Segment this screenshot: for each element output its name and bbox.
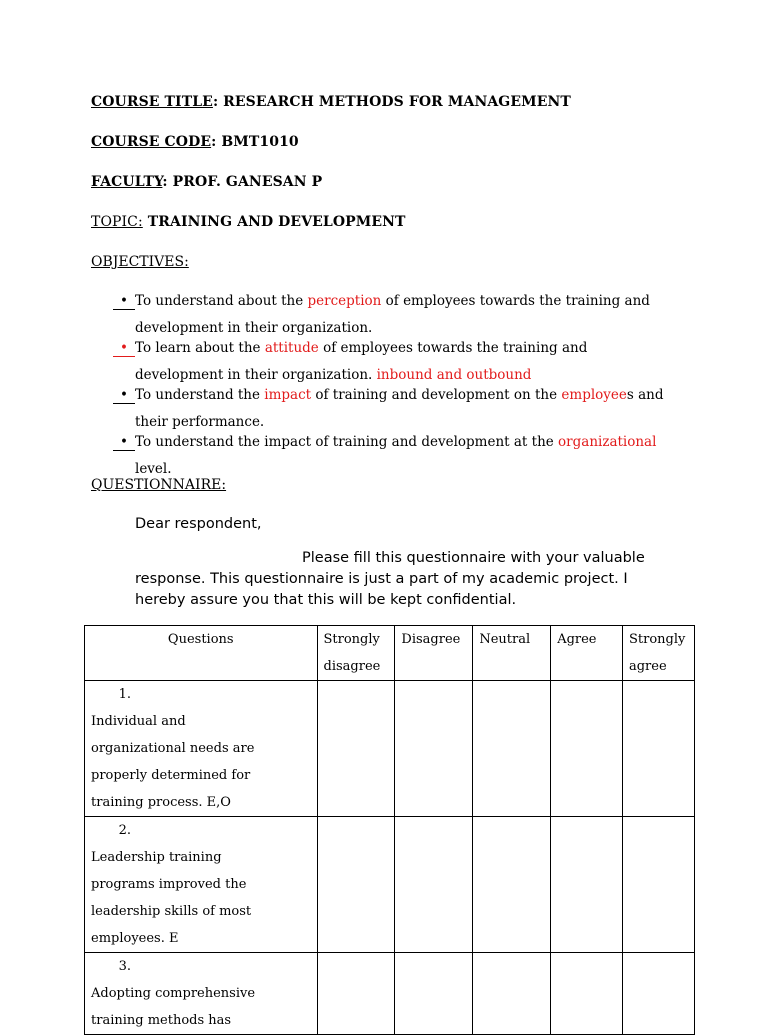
response-cell[interactable] [473, 681, 551, 817]
response-cell[interactable] [473, 817, 551, 953]
response-cell[interactable] [395, 953, 473, 1035]
objective-text: of employees towards the training and development in their organization. [135, 340, 588, 383]
objective-text: To learn about the [135, 340, 265, 356]
objective-text: To understand the impact of training and development at the [135, 434, 559, 450]
response-cell[interactable] [551, 953, 623, 1035]
response-cell[interactable] [317, 817, 395, 953]
course-code-line [91, 134, 299, 150]
bullet-icon: • [113, 387, 135, 404]
topic-line [91, 214, 406, 230]
response-cell[interactable] [395, 817, 473, 953]
questionnaire-heading: QUESTIONNAIRE: [91, 477, 227, 493]
question-number: 1. [118, 687, 131, 702]
objective-highlight: perception [307, 293, 382, 309]
column-header: Strongly agree [622, 626, 694, 681]
question-number: 2. [118, 823, 131, 838]
list-item [113, 387, 693, 434]
table-row [85, 953, 695, 1035]
faculty-line [91, 174, 322, 190]
objective-highlight: organizational [558, 434, 657, 450]
question-cell [85, 817, 318, 953]
course-code-label: COURSE CODE [91, 134, 212, 150]
column-header: Strongly disagree [317, 626, 395, 681]
letter-greeting: Dear respondent, [135, 516, 262, 532]
question-text: Individual and organizational needs are properly determined for training process. E,O [91, 714, 255, 810]
objective-highlight: impact [264, 387, 312, 403]
question-text: Leadership training programs improved the leadership skills of most employees. E [91, 850, 252, 946]
bullet-icon: • [113, 340, 135, 357]
response-cell[interactable] [395, 681, 473, 817]
objectives-heading: OBJECTIVES: [91, 254, 189, 270]
response-cell[interactable] [551, 681, 623, 817]
objective-text: of training and development on the [311, 387, 562, 403]
column-header: Questions [85, 626, 318, 681]
faculty-label: FACULTY [91, 174, 163, 190]
faculty-value: : PROF. GANESAN P [162, 174, 323, 190]
response-cell[interactable] [473, 953, 551, 1035]
response-cell[interactable] [551, 817, 623, 953]
objective-highlight: employee [561, 387, 627, 403]
column-header: Agree [551, 626, 623, 681]
response-cell[interactable] [317, 953, 395, 1035]
objective-text: of employees towards the training and development in their organization. [135, 293, 650, 336]
objective-text: To understand about the [135, 293, 308, 309]
letter-body-line: hereby assure you that this will be kept confidential. [135, 592, 517, 608]
question-text: Adopting comprehensive training methods has [91, 986, 256, 1028]
response-cell[interactable] [317, 681, 395, 817]
question-number: 3. [118, 959, 131, 974]
question-cell [85, 681, 318, 817]
response-cell[interactable] [622, 953, 694, 1035]
topic-value: TRAINING AND DEVELOPMENT [142, 214, 406, 230]
objective-text: To understand the [135, 387, 265, 403]
objective-text: level. [135, 461, 172, 477]
table-row [85, 681, 695, 817]
objective-highlight: attitude [264, 340, 319, 356]
course-code-value: : BMT1010 [211, 134, 299, 150]
column-header: Neutral [473, 626, 551, 681]
questionnaire-table [84, 625, 695, 1035]
bullet-icon: • [113, 434, 135, 451]
list-item [113, 434, 693, 481]
list-item [113, 340, 693, 387]
topic-label: TOPIC: [91, 214, 143, 230]
response-cell[interactable] [622, 817, 694, 953]
column-header: Disagree [395, 626, 473, 681]
letter-body-line: Please fill this questionnaire with your valuable [302, 550, 645, 566]
course-title-value: : RESEARCH METHODS FOR MANAGEMENT [212, 94, 571, 110]
objective-text: s and their performance. [135, 387, 664, 430]
objective-highlight: inbound and outbound [376, 367, 532, 383]
table-row [85, 817, 695, 953]
course-title-line [91, 94, 571, 110]
table-header-row [85, 626, 695, 681]
letter-body-line: response. This questionnaire is just a part of my academic project. I [135, 571, 628, 587]
bullet-icon: • [113, 293, 135, 310]
response-cell[interactable] [622, 681, 694, 817]
question-cell [85, 953, 318, 1035]
list-item [113, 293, 693, 340]
objectives-list [113, 293, 693, 481]
course-title-label: COURSE TITLE [91, 94, 213, 110]
